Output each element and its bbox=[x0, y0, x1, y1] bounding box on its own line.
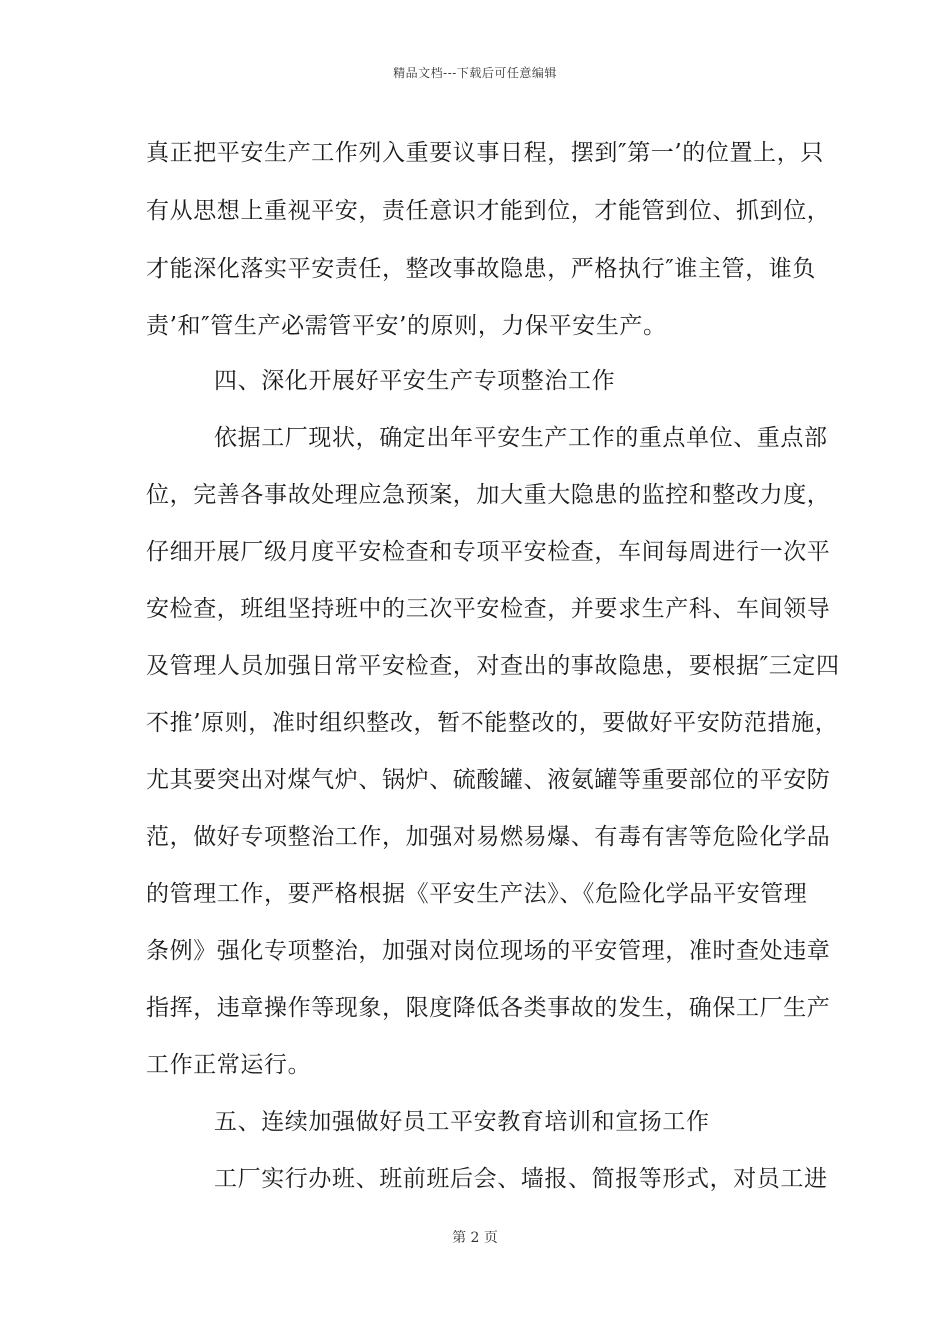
paragraph-line: 工厂实行办班、班前班后会、墙报、简报等形式，对员工进 bbox=[214, 1166, 828, 1192]
paragraph-line: 依据工厂现状，确定出年平安生产工作的重点单位、重点部 bbox=[214, 425, 828, 451]
paragraph-line: 指挥，违章操作等现象，限度降低各类事故的发生，确保工厂生产 bbox=[146, 995, 831, 1021]
section-heading: 五、连续加强做好员工平安教育培训和宣扬工作 bbox=[214, 1109, 710, 1135]
paragraph-line: 位，完善各事故处理应急预案，加大重大隐患的监控和整改力度， bbox=[146, 482, 831, 508]
paragraph-line: 仔细开展厂级月度平安检查和专项平安检查，车间每周进行一次平 bbox=[146, 539, 831, 565]
paragraph-line: 安检查，班组坚持班中的三次平安检查，并要求生产科、车间领导 bbox=[146, 596, 831, 622]
paragraph-line: 范，做好专项整治工作，加强对易燃易爆、有毒有害等危险化学品 bbox=[146, 824, 831, 850]
paragraph-line: 有从思想上重视平安，责任意识才能到位，才能管到位、抓到位， bbox=[146, 198, 831, 224]
paragraph-line: 尤其要突出对煤气炉、锅炉、硫酸罐、液氨罐等重要部位的平安防 bbox=[146, 767, 831, 793]
page-number: 第 2 页 bbox=[452, 1230, 498, 1246]
paragraph-line: 才能深化落实平安责任，整改事故隐患，严格执行″谁主管，谁负 bbox=[146, 256, 816, 282]
page-header: 精品文档---下载后可任意编辑 bbox=[393, 66, 557, 80]
paragraph-line: 真正把平安生产工作列入重要议事日程，摆到″第一’的位置上，只 bbox=[146, 140, 824, 166]
paragraph-line: 责’和″管生产必需管平安’的原则，力保平安生产。 bbox=[146, 313, 667, 339]
paragraph-line: 及管理人员加强日常平安检查，对查出的事故隐患，要根据″三定四 bbox=[146, 653, 840, 679]
paragraph-line: 工作正常运行。 bbox=[146, 1052, 312, 1078]
section-heading: 四、深化开展好平安生产专项整治工作 bbox=[214, 368, 616, 394]
paragraph-line: 条例》强化专项整治，加强对岗位现场的平安管理，准时查处违章 bbox=[146, 938, 831, 964]
paragraph-line: 的管理工作，要严格根据《平安生产法》、《危险化学品平安管理 bbox=[146, 881, 808, 907]
paragraph-line: 不推’原则，准时组织整改，暂不能整改的，要做好平安防范措施， bbox=[146, 710, 839, 736]
